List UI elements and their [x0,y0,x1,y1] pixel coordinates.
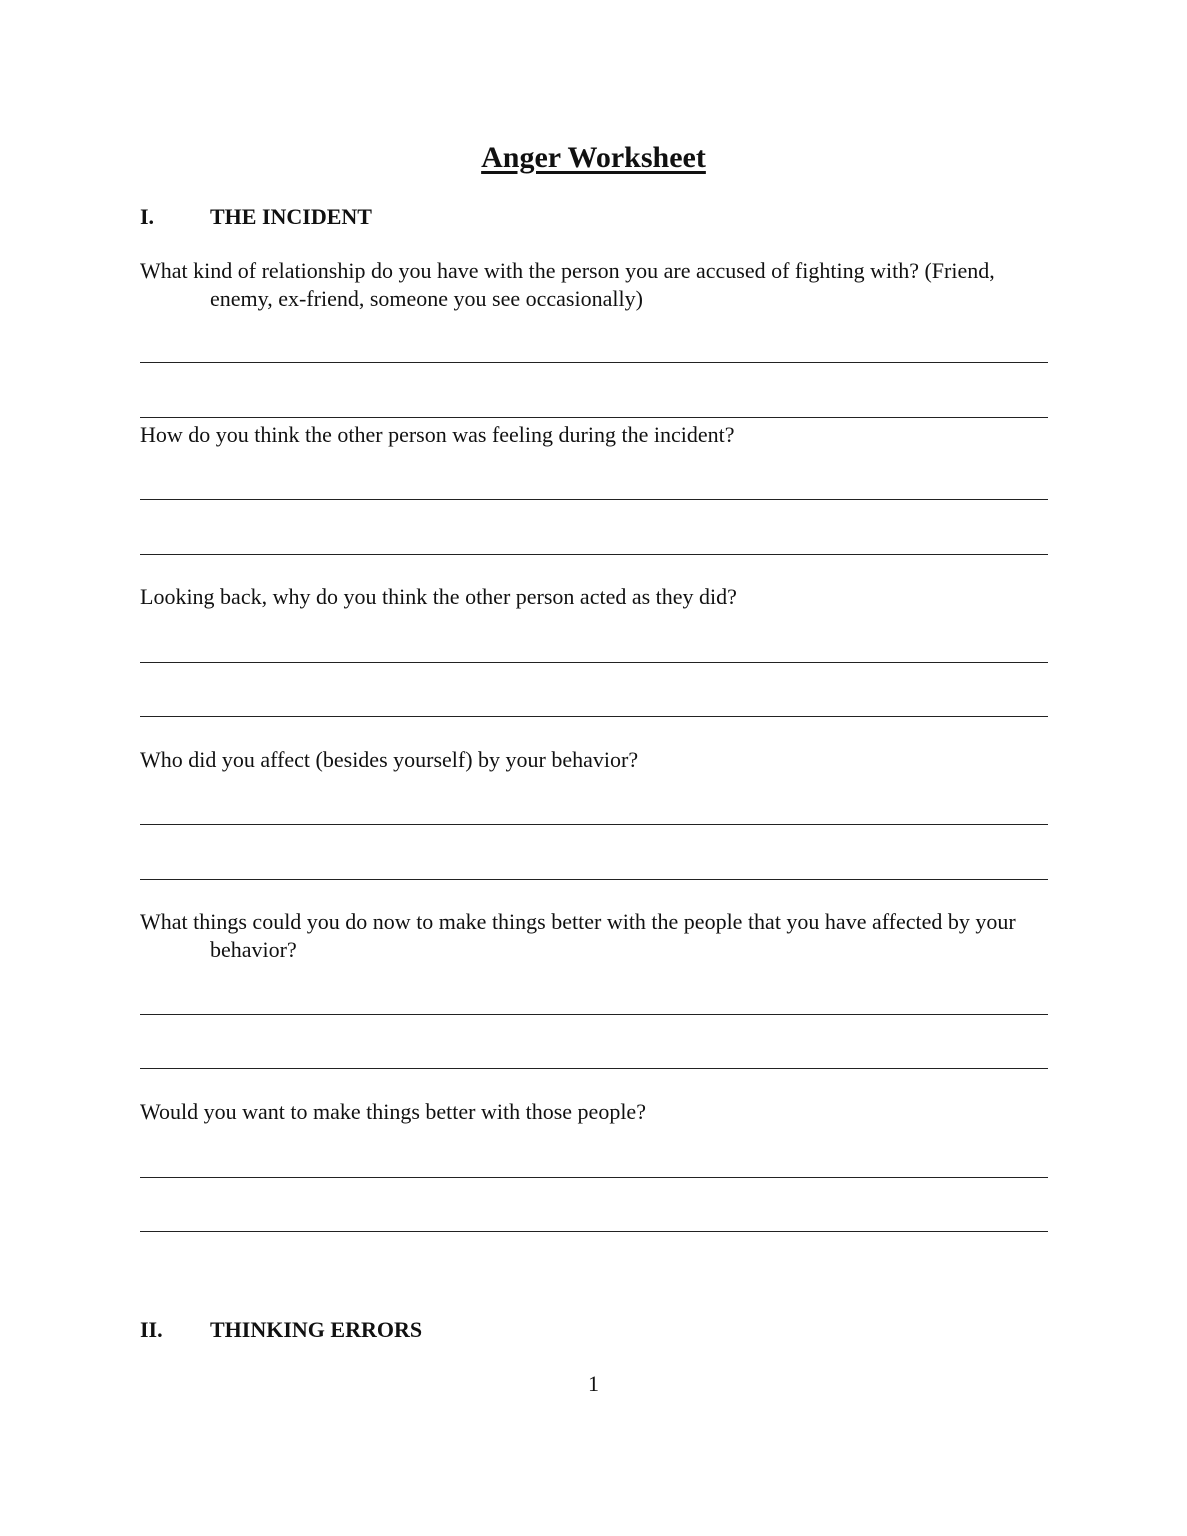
answer-line[interactable] [140,716,1048,717]
answer-line[interactable] [140,879,1048,880]
answer-line[interactable] [140,499,1048,500]
page-title: Anger Worksheet [481,141,706,174]
page-number: 1 [588,1371,599,1396]
question-relationship: What kind of relationship do you have with the person you are accused of fighting with? (Friend, enemy, ex-friend, someone you see occasionally) [140,258,995,311]
answer-line[interactable] [140,554,1048,555]
section-number: I. [140,204,155,229]
question-why-acted: Looking back, why do you think the other person acted as they did? [140,584,737,609]
answer-line[interactable] [140,1177,1048,1178]
section-heading-thinking-errors [140,1316,422,1344]
question-make-better: What things could you do now to make things better with the people that you have affected by your behavior? [140,909,1016,962]
answer-line[interactable] [140,417,1048,418]
section-title: THINKING ERRORS [210,1317,423,1342]
section-heading-incident [140,203,372,231]
answer-line[interactable] [140,1014,1048,1015]
question-want-better: Would you want to make things better with those people? [140,1099,646,1124]
answer-line[interactable] [140,1068,1048,1069]
section-title: THE INCIDENT [210,204,372,229]
question-who-affected: Who did you affect (besides yourself) by your behavior? [140,747,639,772]
answer-line[interactable] [140,662,1048,663]
answer-line[interactable] [140,362,1048,363]
answer-line[interactable] [140,1231,1048,1232]
question-other-feeling: How do you think the other person was feeling during the incident? [140,422,735,447]
section-number: II. [140,1317,163,1342]
answer-line[interactable] [140,824,1048,825]
